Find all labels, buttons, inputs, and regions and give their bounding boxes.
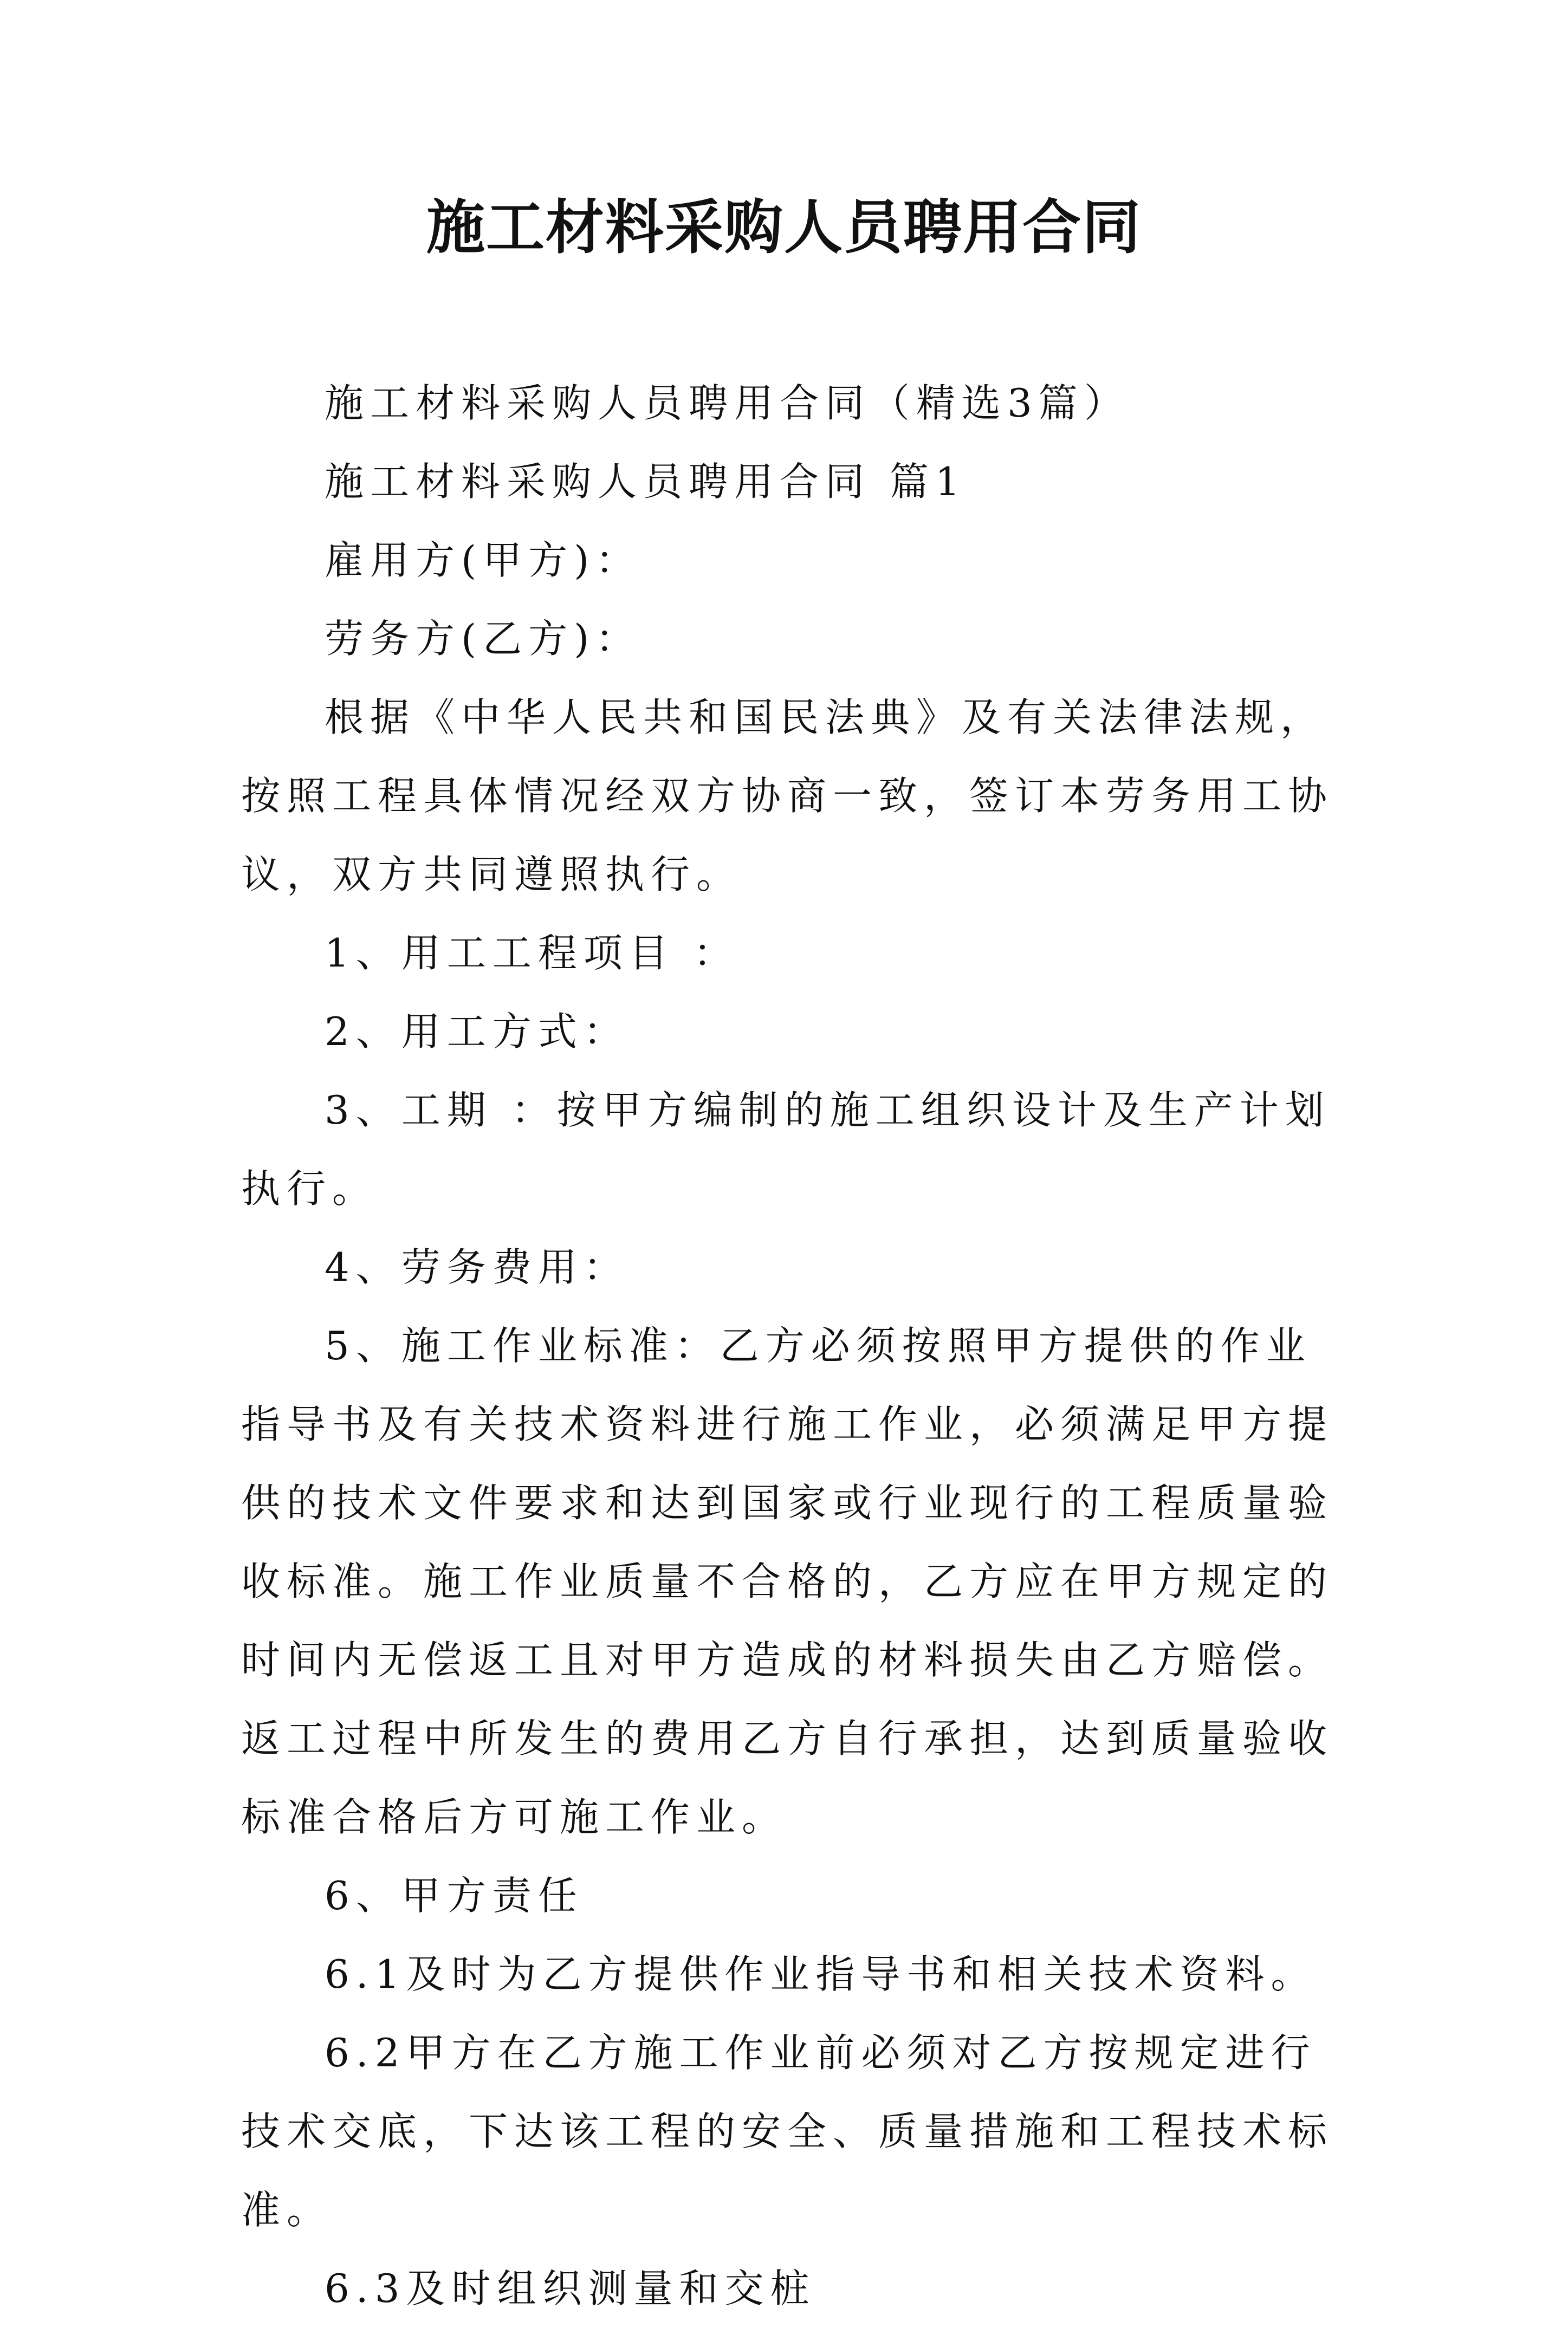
paragraph-clause-5: 5、施工作业标准：乙方必须按照甲方提供的作业指导书及有关技术资料进行施工作业，必须满足甲方提供的技术文件要求和达到国家或行业现行的工程质量验收标准。施工作业质量不合格的，乙方应在甲方规定的时间内无偿返工且对甲方造成的材料损失由乙方赔偿。返工过程中所发生的费用乙方自行承担，达到质量验收标准合格后方可施工作业。 — [241, 1323, 1334, 1840]
paragraph-clause-4: 4、劳务费用： — [325, 1244, 629, 1290]
paragraph-clause-6-3: 6.3及时组织测量和交桩 — [325, 2266, 816, 2311]
paragraph-subtitle: 施工材料采购人员聘用合同（精选3篇） — [325, 380, 1130, 426]
paragraph-section-heading: 施工材料采购人员聘用合同 篇1 — [325, 459, 967, 504]
paragraph-clause-6-1: 6.1及时为乙方提供作业指导书和相关技术资料。 — [325, 1951, 1317, 1997]
paragraph-clause-6: 6、甲方责任 — [325, 1873, 584, 1918]
paragraph-party-a: 雇用方(甲方)： — [325, 537, 642, 583]
document-body — [241, 364, 1341, 2328]
paragraph-clause-2: 2、用工方式： — [325, 1009, 629, 1054]
document-title: 施工材料采购人员聘用合同 — [426, 193, 1142, 262]
paragraph-clause-3: 3、工期 ：按甲方编制的施工组织设计及生产计划执行。 — [241, 1087, 1331, 1211]
paragraph-clause-6-2: 6.2甲方在乙方施工作业前必须对乙方按规定进行技术交底，下达该工程的安全、质量措施和工程技术标准。 — [241, 2030, 1334, 2233]
paragraph-party-b: 劳务方(乙方)： — [325, 616, 642, 662]
paragraph-clause-1: 1、用工工程项目 ： — [325, 930, 739, 976]
paragraph-preamble: 根据《中华人民共和国民法典》及有关法律法规，按照工程具体情况经双方协商一致，签订本劳务用工协议，双方共同遵照执行。 — [241, 695, 1334, 897]
